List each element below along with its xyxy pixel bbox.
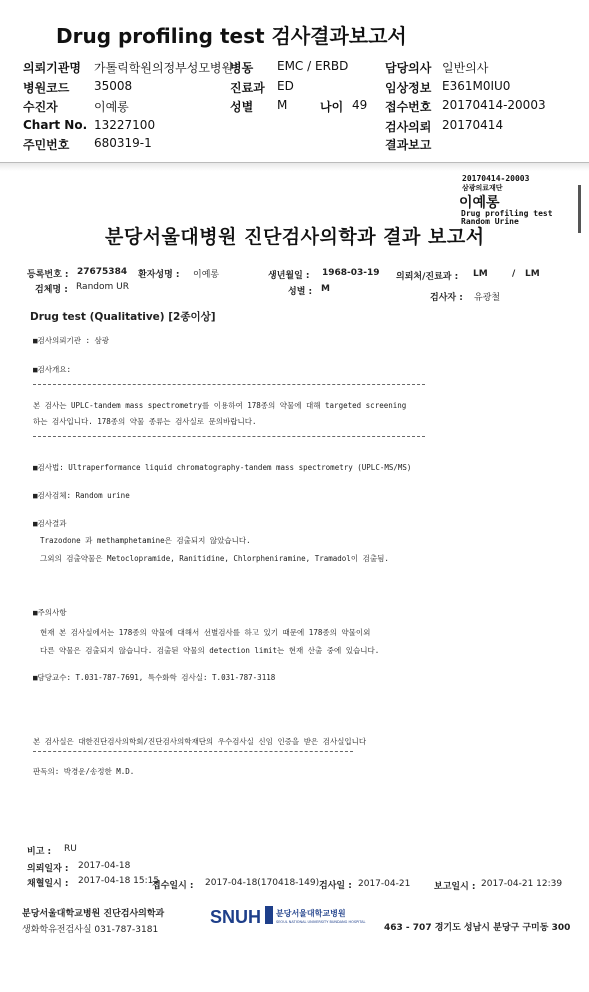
dashed-divider xyxy=(33,436,425,437)
label-reg-no: 등록번호 : xyxy=(27,270,69,280)
label-patient: 수진자 xyxy=(23,100,58,114)
certification-line: 본 검사실은 대한진단검사의학회/진단검사의학재단의 우수검사실 신임 인증을 받은 검사실입니다 xyxy=(33,737,367,746)
sticker-test: Drug profiling test xyxy=(461,209,553,218)
label-request-date-bottom: 의뢰일자 : xyxy=(27,864,69,874)
label-note: 비고 : xyxy=(27,847,52,857)
value-note: RU xyxy=(64,844,77,854)
sticker-specimen: Random Urine xyxy=(461,217,519,226)
label-test-date: 검사일 : xyxy=(319,881,352,891)
label-report-sex: 성별 : xyxy=(288,287,313,297)
label-patient-name: 환자성명 : xyxy=(138,270,180,280)
dashed-divider xyxy=(33,751,353,752)
label-age: 나이 xyxy=(320,100,344,114)
sticker-org: 삼광의료재단 xyxy=(462,184,503,192)
label-tester: 검사자 : xyxy=(430,293,463,303)
dashed-divider xyxy=(33,384,425,385)
contact-line: ■담당교수: T.031-787-7691, 특수화학 검사실: T.031-787-3118 xyxy=(33,673,276,682)
sticker-patient-name: 이예롱 xyxy=(459,195,500,211)
report-title: 분당서울대병원 진단검사의학과 결과 보고서 xyxy=(105,226,485,248)
logo-english-name: SEOUL NATIONAL UNIVERSITY BUNDANG HOSPITAL xyxy=(276,920,366,924)
label-receipt-no: 접수번호 xyxy=(385,100,432,114)
notes-line-1: 현재 본 검사실에서는 178종의 약물에 대해서 선별검사를 하고 있기 때문에 178종의 약물이외 xyxy=(40,628,371,637)
value-hospital-code: 35008 xyxy=(94,79,133,93)
label-collection: 채혈일시 : xyxy=(27,879,69,889)
label-ward: 병동 xyxy=(230,61,254,75)
value-specimen: Random UR xyxy=(76,282,129,292)
overview-line-2: 하는 검사입니다. 178종의 약물 종류는 검사실로 문의바랍니다. xyxy=(33,417,257,426)
value-sex: M xyxy=(277,98,288,112)
label-receipt: 접수일시 : xyxy=(152,881,194,891)
value-reg-no: 27675384 xyxy=(77,267,128,277)
value-request-date: 20170414 xyxy=(442,118,504,132)
label-hospital-code: 병원코드 xyxy=(23,81,70,95)
value-report-sex: M xyxy=(321,284,330,294)
label-clinical-info: 임상정보 xyxy=(385,81,432,95)
value-department: ED xyxy=(277,79,294,93)
label-requesting-institution: 의뢰기관명 xyxy=(23,61,81,75)
snuh-logo: SNUH xyxy=(210,907,262,927)
label-resident-no: 주민번호 xyxy=(23,138,70,152)
value-receipt: 2017-04-18(170418-149) xyxy=(205,878,320,888)
value-resident-no: 680319-1 xyxy=(94,136,152,150)
label-specimen: 검체명 : xyxy=(35,285,68,295)
reader-line: 판독의: 박경운/송정한 M.D. xyxy=(33,767,135,776)
value-doctor: 일반의사 xyxy=(442,61,489,75)
value-patient-name: 이예롱 xyxy=(193,270,220,280)
footer-address: 463 - 707 경기도 성남시 분당구 구미동 300 xyxy=(384,923,571,933)
footer-phone: 생화학유전검사실 031-787-3181 xyxy=(22,925,159,935)
value-referring-dept-1: LM xyxy=(473,269,488,279)
footer-org: 분당서울대학교병원 진단검사의학과 xyxy=(22,909,165,919)
value-receipt-no: 20170414-20003 xyxy=(442,98,546,112)
test-name: Drug test (Qualitative) [2종이상] xyxy=(30,311,216,323)
scan-edge-mark xyxy=(578,185,581,233)
value-tester: 유광철 xyxy=(474,293,501,303)
value-report-time: 2017-04-21 12:39 xyxy=(481,879,563,889)
label-result-report: 결과보고 xyxy=(385,138,432,152)
value-patient: 이예롱 xyxy=(94,100,129,114)
specimen-line: ■검사검체: Random urine xyxy=(33,491,130,500)
value-ward: EMC / ERBD xyxy=(277,59,349,73)
label-dob: 생년월일 : xyxy=(268,271,310,281)
label-department: 진료과 xyxy=(230,81,265,95)
value-request-date-bottom: 2017-04-18 xyxy=(78,861,131,871)
label-doctor: 담당의사 xyxy=(385,61,432,75)
label-sex: 성별 xyxy=(230,100,254,114)
notes-heading: ■주의사항 xyxy=(33,608,67,617)
logo-mark-icon xyxy=(265,906,273,924)
sticker-number: 20170414-20003 xyxy=(462,174,530,183)
result-line-1: Trazodone 과 methamphetamine은 검출되지 않았습니다. xyxy=(40,536,251,545)
value-collection: 2017-04-18 15:15 xyxy=(78,876,160,886)
lab-institution-line: ■검사의뢰기관 : 삼광 xyxy=(33,336,110,345)
result-line-2: 그외의 검출약물은 Metoclopramide, Ranitidine, Chlorpheniramine, Tramadol이 검출됨. xyxy=(40,554,389,563)
notes-line-2: 다른 약물은 검출되지 않습니다. 검출된 약물의 detection limit는 현재 산출 중에 있습니다. xyxy=(40,646,380,655)
overview-heading: ■검사개요: xyxy=(33,365,72,374)
overview-line-1: 본 검사는 UPLC-tandem mass spectrometry를 이용하여 178종의 약물에 대해 targeted screening xyxy=(33,401,407,410)
scan-edge xyxy=(0,163,589,171)
value-age: 49 xyxy=(352,98,368,112)
dept-separator: / xyxy=(512,269,516,279)
value-referring-dept-2: LM xyxy=(525,269,540,279)
value-requesting-institution: 가톨릭학원의정부성모병원 xyxy=(94,61,234,75)
value-chart-no: 13227100 xyxy=(94,118,156,132)
value-clinical-info: E361M0IU0 xyxy=(442,79,511,93)
value-dob: 1968-03-19 xyxy=(322,268,380,278)
result-heading: ■검사결과 xyxy=(33,519,67,528)
method-line: ■검사법: Ultraperformance liquid chromatography-tandem mass spectrometry (UPLC-MS/MS) xyxy=(33,463,412,472)
value-test-date: 2017-04-21 xyxy=(358,879,411,889)
label-request-date: 검사의뢰 xyxy=(385,120,432,134)
label-report-time: 보고일시 : xyxy=(434,882,476,892)
logo-hospital-name: 분당서울대학교병원 xyxy=(276,909,346,918)
page-title: Drug profiling test 검사결과보고서 xyxy=(56,24,407,48)
label-referring-dept: 의뢰처/진료과 : xyxy=(396,272,459,282)
label-chart-no: Chart No. xyxy=(23,118,88,132)
faint-watermark xyxy=(200,560,420,630)
